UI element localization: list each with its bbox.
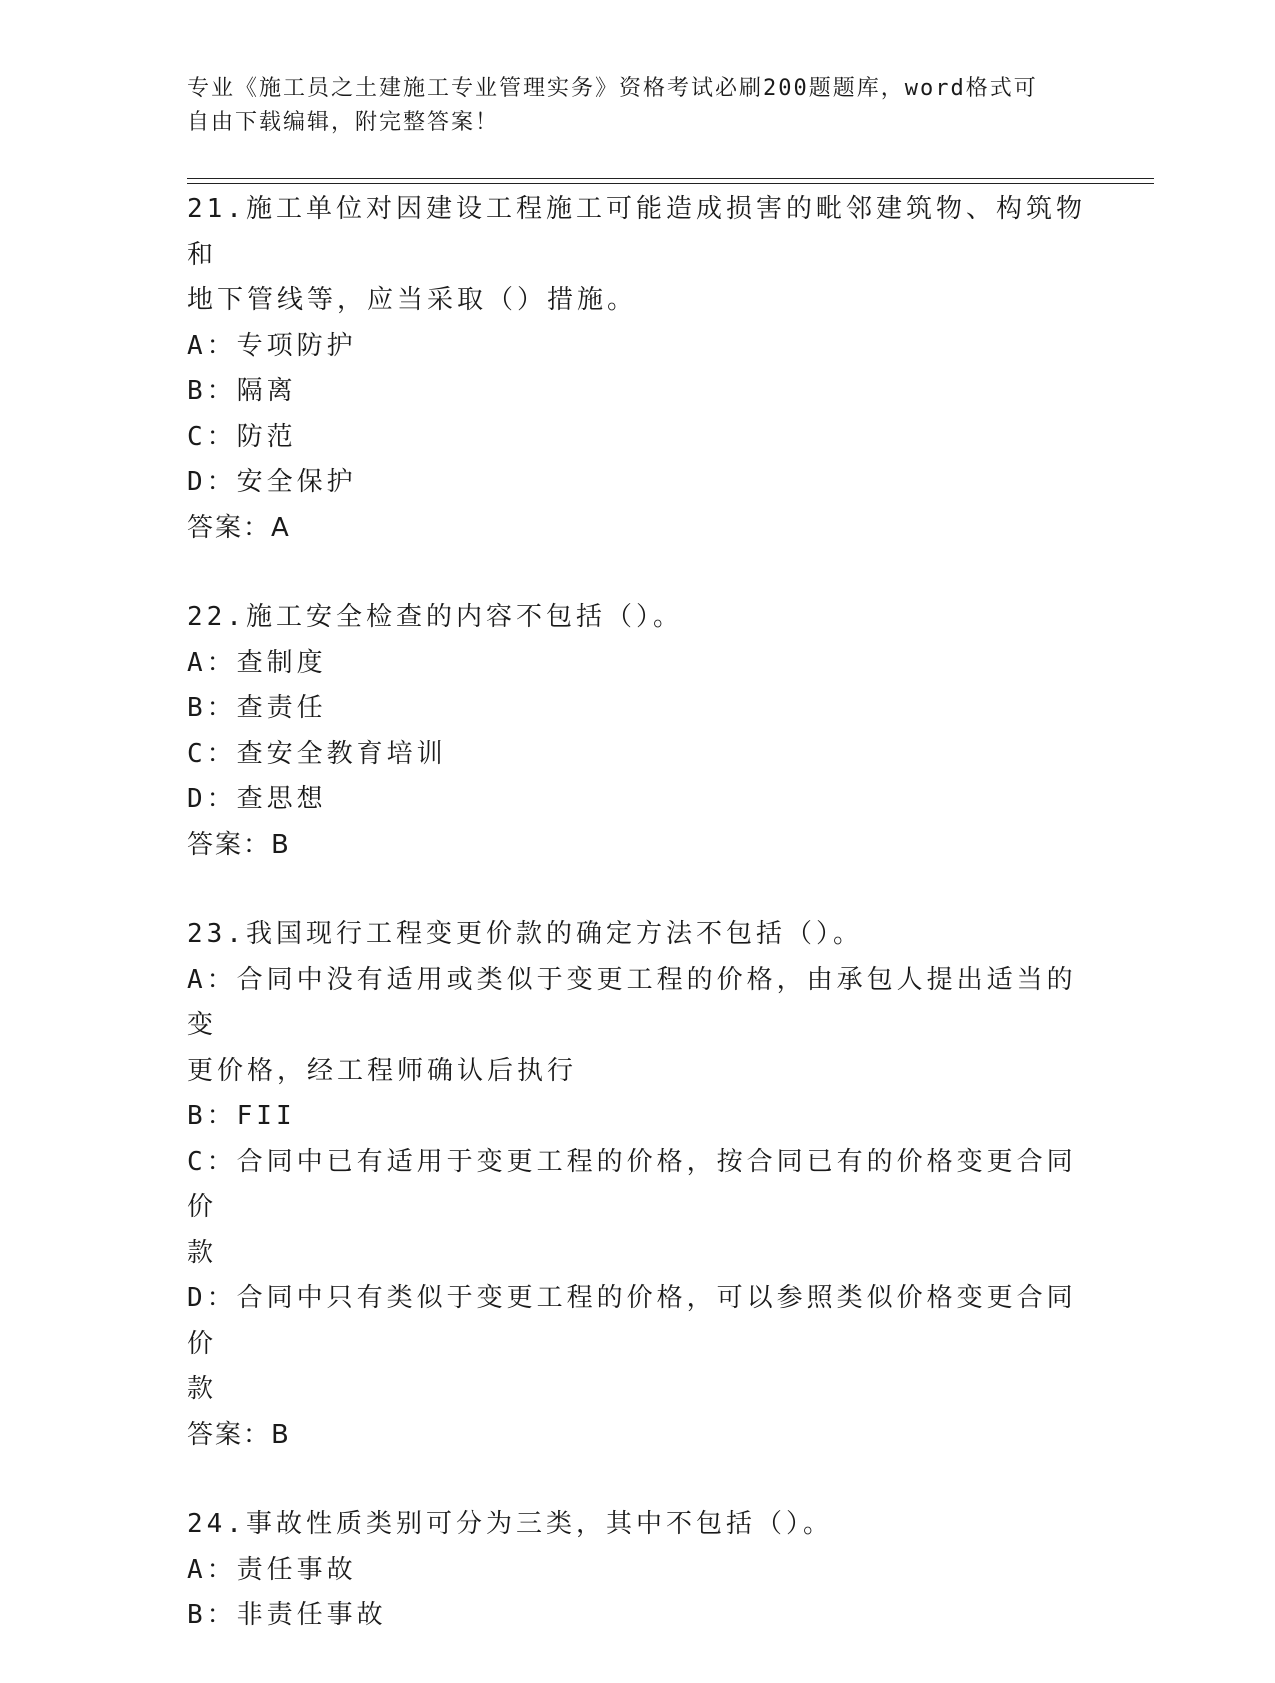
answer-option: D：合同中只有类似于变更工程的价格，可以参照类似价格变更合同价 bbox=[187, 1283, 1077, 1359]
answer-option: B：非责任事故 bbox=[187, 1600, 387, 1630]
question-block bbox=[187, 1502, 1087, 1639]
answer-option: D：安全保护 bbox=[187, 467, 357, 497]
question-block bbox=[187, 595, 1087, 868]
question-stem: 23.我国现行工程变更价款的确定方法不包括（）。 bbox=[187, 919, 863, 949]
answer-option: 更价格，经工程师确认后执行 bbox=[187, 1055, 578, 1086]
document-header bbox=[187, 72, 1067, 140]
answer-option: C：防范 bbox=[187, 421, 297, 452]
answer-option: B：隔离 bbox=[187, 376, 297, 406]
header-line: 自由下载编辑，附完整答案！ bbox=[187, 110, 500, 135]
question-stem: 24.事故性质类别可分为三类，其中不包括（）。 bbox=[187, 1509, 833, 1539]
double-divider bbox=[187, 178, 1154, 184]
answer-option: 款 bbox=[187, 1237, 218, 1268]
answer-option: D：查思想 bbox=[187, 784, 327, 814]
question-stem: 地下管线等，应当采取（）措施。 bbox=[187, 285, 638, 315]
question-list bbox=[187, 187, 1087, 1683]
answer-option: A：合同中没有适用或类似于变更工程的价格，由承包人提出适当的变 bbox=[187, 964, 1077, 1040]
question-stem: 22.施工安全检查的内容不包括（）。 bbox=[187, 602, 683, 632]
question-block bbox=[187, 912, 1087, 1458]
answer-option: A：查制度 bbox=[187, 647, 327, 678]
header-line: 专业《施工员之土建施工专业管理实务》资格考试必刷200题题库，word格式可 bbox=[187, 76, 1038, 101]
answer-key: 答案：B bbox=[187, 829, 291, 860]
answer-option: 款 bbox=[187, 1374, 218, 1404]
answer-option: C：查安全教育培训 bbox=[187, 738, 447, 769]
answer-option: B：FII bbox=[187, 1101, 296, 1131]
answer-option: A：责任事故 bbox=[187, 1554, 357, 1585]
question-block bbox=[187, 187, 1087, 551]
answer-option: B：查责任 bbox=[187, 693, 327, 723]
answer-key: 答案：A bbox=[187, 512, 291, 543]
answer-option: A：专项防护 bbox=[187, 330, 357, 361]
answer-key: 答案：B bbox=[187, 1419, 291, 1450]
question-stem: 21.施工单位对因建设工程施工可能造成损害的毗邻建筑物、构筑物和 bbox=[187, 194, 1086, 270]
answer-option: C：合同中已有适用于变更工程的价格，按合同已有的价格变更合同价 bbox=[187, 1146, 1077, 1222]
